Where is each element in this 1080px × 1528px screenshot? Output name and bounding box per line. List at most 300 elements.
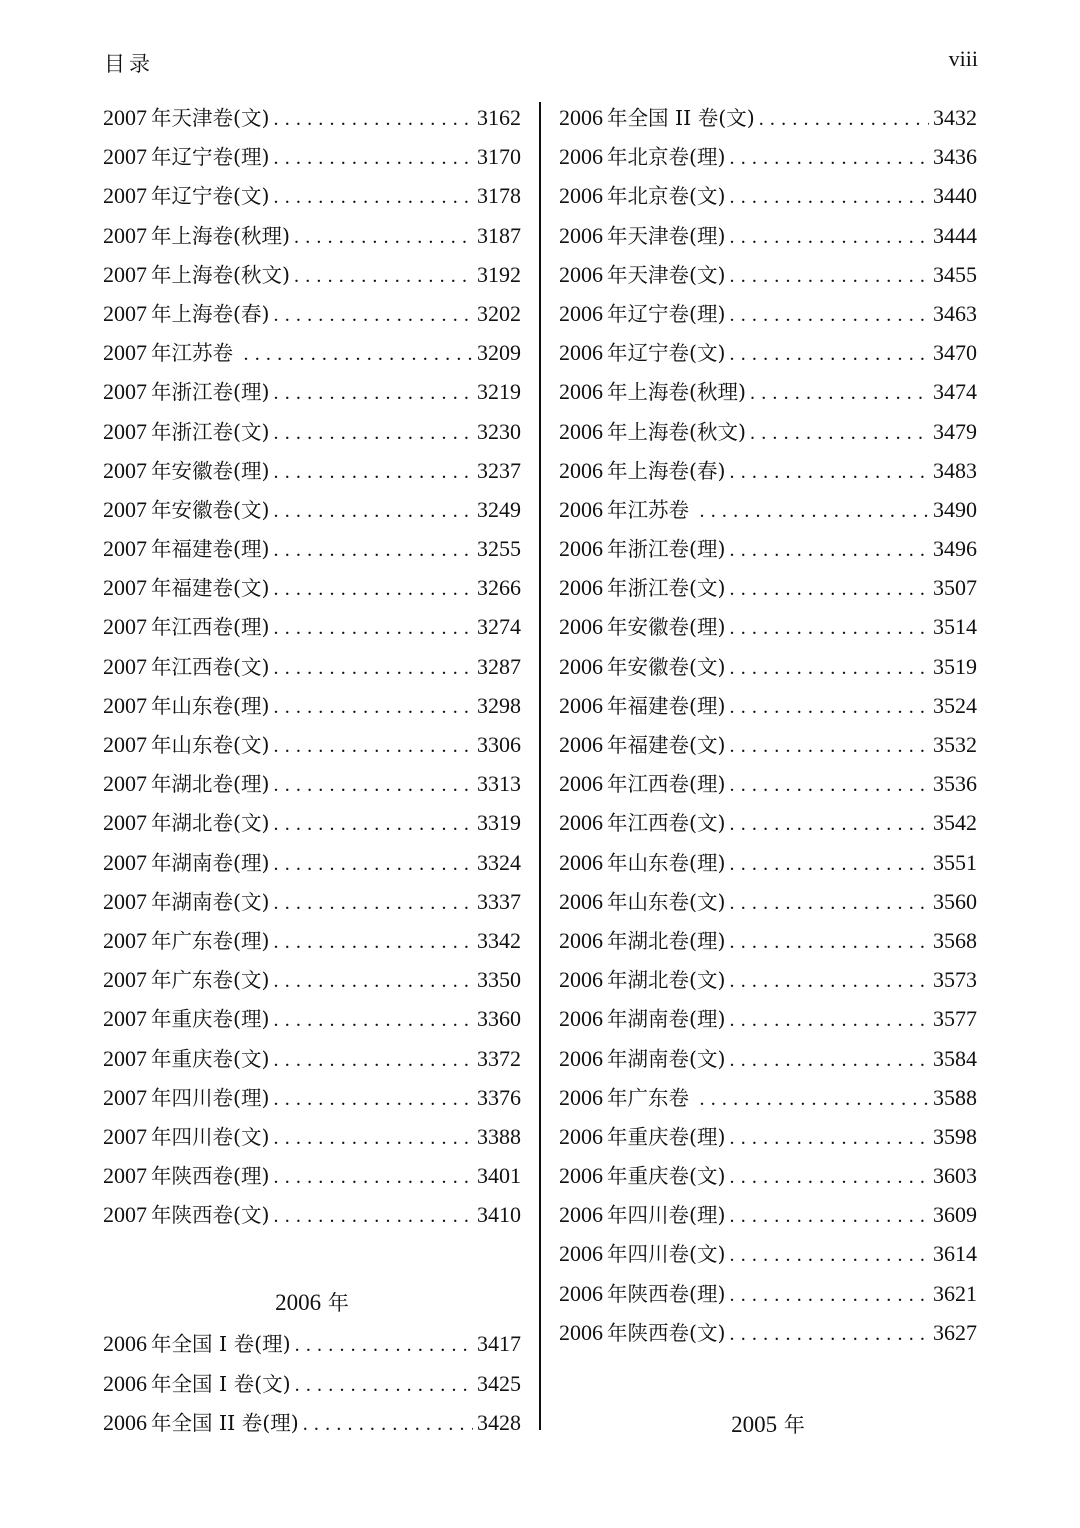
toc-entry-title — [103, 529, 270, 569]
toc-entry-page: 3187 — [477, 222, 521, 248]
toc-entry-name: 年陕西卷(理) — [607, 1281, 726, 1306]
toc-entry-year: 2007 — [103, 1202, 147, 1228]
section-year: 2005 — [731, 1412, 778, 1437]
toc-entry-page: 3162 — [477, 105, 521, 130]
toc-entry-name: 年天津卷(文) — [607, 262, 726, 287]
toc-entry-year: 2007 — [103, 1163, 147, 1189]
dot-leader — [274, 1157, 474, 1197]
toc-entry[interactable] — [103, 607, 521, 646]
toc-entry[interactable] — [103, 412, 521, 451]
toc-entry-name: 年重庆卷(理) — [607, 1124, 726, 1149]
toc-entry-name: 年北京卷(文) — [607, 184, 726, 209]
toc-entry-year: 2006 — [103, 1331, 147, 1357]
toc-entry-name: 年安徽卷(文) — [607, 654, 726, 679]
toc-entry[interactable] — [559, 98, 977, 137]
toc-entry-page: 3372 — [477, 1045, 521, 1071]
toc-entry-year: 2006 — [559, 575, 603, 601]
toc-entry[interactable] — [103, 137, 521, 176]
toc-entry-page: 3609 — [933, 1202, 977, 1228]
toc-entry[interactable] — [559, 725, 977, 764]
toc-entry-name: 年湖北卷(文) — [151, 811, 270, 836]
toc-entry-title — [103, 372, 270, 412]
toc-entry-page: 3598 — [933, 1123, 977, 1149]
toc-entry[interactable] — [103, 216, 521, 255]
dot-leader — [730, 1157, 930, 1197]
toc-entry-year: 2007 — [103, 614, 147, 640]
dot-leader — [274, 177, 474, 217]
toc-entry-name: 年浙江卷(文) — [607, 576, 726, 601]
toc-entry[interactable] — [559, 137, 977, 176]
dot-leader — [730, 138, 930, 178]
dot-leader — [274, 1118, 474, 1158]
toc-entry-year: 2006 — [103, 1370, 147, 1396]
toc-entry-year: 2006 — [559, 496, 603, 522]
column-divider — [539, 102, 541, 1430]
toc-entry-page: 3209 — [477, 340, 521, 366]
toc-entry-year: 2007 — [103, 1084, 147, 1110]
toc-entry-name: 年福建卷(理) — [151, 537, 270, 562]
toc-entry-page: 3219 — [477, 379, 521, 405]
dot-leader — [759, 99, 929, 139]
toc-entry-name: 年山东卷(理) — [151, 693, 270, 718]
toc-entry-page: 3202 — [477, 300, 521, 326]
dot-leader — [295, 1325, 473, 1365]
dot-leader — [730, 608, 930, 648]
toc-entry-year: 2006 — [559, 1123, 603, 1149]
toc-entry-title — [559, 647, 726, 687]
toc-entry[interactable] — [559, 960, 977, 999]
toc-entry-title — [103, 999, 270, 1039]
toc-entry-title — [559, 490, 696, 530]
toc-entry-year: 2006 — [559, 457, 603, 483]
dot-leader — [700, 1079, 929, 1119]
toc-entry[interactable] — [559, 1039, 977, 1078]
toc-entry-page: 3410 — [477, 1202, 521, 1228]
toc-entry-title — [559, 372, 746, 412]
toc-entry[interactable] — [559, 1234, 977, 1273]
toc-entry-page: 3536 — [933, 771, 977, 797]
toc-entry-year: 2007 — [103, 692, 147, 718]
toc-entry-year: 2007 — [103, 575, 147, 601]
toc-entry[interactable] — [559, 216, 977, 255]
toc-entry-year: 2006 — [559, 653, 603, 679]
toc-entry-title — [559, 725, 726, 765]
toc-entry-name: 年广东卷(文) — [151, 968, 270, 993]
toc-entry-title — [103, 647, 270, 687]
toc-entry-name: 年广东卷(理) — [151, 928, 270, 953]
toc-entry[interactable] — [103, 490, 521, 529]
toc-entry-page: 3444 — [933, 222, 977, 248]
toc-entry-year: 2006 — [559, 888, 603, 914]
toc-entry[interactable] — [559, 921, 977, 960]
dot-leader — [274, 687, 474, 727]
toc-entry-name: 年全国 II 卷(文) — [607, 106, 755, 130]
toc-entry-year: 2007 — [103, 771, 147, 797]
toc-entry[interactable] — [559, 999, 977, 1038]
toc-entry[interactable] — [103, 999, 521, 1038]
dot-leader — [274, 530, 474, 570]
toc-entry-year: 2007 — [103, 927, 147, 953]
toc-entry-page: 3287 — [477, 653, 521, 679]
toc-entry[interactable] — [103, 1195, 521, 1234]
toc-entry-title — [559, 1156, 726, 1196]
toc-entry-year: 2006 — [559, 927, 603, 953]
toc-entry-title — [103, 137, 270, 177]
toc-entry-title — [103, 725, 270, 765]
toc-entry-name: 年陕西卷(文) — [151, 1203, 270, 1228]
toc-entry[interactable] — [103, 1117, 521, 1156]
toc-entry[interactable] — [103, 882, 521, 921]
toc-column-left — [103, 98, 521, 1442]
toc-entry[interactable] — [559, 255, 977, 294]
toc-entry[interactable] — [559, 333, 977, 372]
toc-entry-title — [103, 1117, 270, 1157]
toc-entry-year: 2006 — [559, 1084, 603, 1110]
dot-leader — [730, 1235, 930, 1275]
dot-leader — [730, 648, 930, 688]
toc-entry-title — [559, 764, 726, 804]
toc-entry[interactable] — [103, 1364, 521, 1403]
toc-entry-name: 年湖北卷(理) — [607, 928, 726, 953]
toc-entry-title — [103, 333, 240, 373]
toc-entry[interactable] — [559, 607, 977, 646]
toc-entry-page: 3428 — [477, 1409, 521, 1435]
toc-entry-year: 2006 — [559, 105, 603, 130]
dot-leader — [730, 1000, 930, 1040]
dot-leader — [274, 373, 474, 413]
toc-entry-year: 2006 — [559, 261, 603, 287]
toc-entry-year: 2006 — [559, 1163, 603, 1189]
toc-entry[interactable] — [559, 412, 977, 451]
toc-entry-page: 3496 — [933, 536, 977, 562]
toc-entry-name: 年江西卷(理) — [607, 772, 726, 797]
toc-entry-title — [103, 607, 270, 647]
toc-entry[interactable] — [103, 333, 521, 372]
toc-entry-title — [559, 999, 726, 1039]
toc-entry-year: 2007 — [103, 888, 147, 914]
toc-entry-page: 3337 — [477, 888, 521, 914]
toc-entry-name: 年重庆卷(理) — [151, 1007, 270, 1032]
toc-entry-page: 3342 — [477, 927, 521, 953]
toc-entry[interactable] — [103, 647, 521, 686]
toc-entry-year: 2007 — [103, 300, 147, 326]
toc-entry[interactable] — [103, 255, 521, 294]
toc-entry[interactable] — [103, 451, 521, 490]
dot-leader — [730, 1196, 930, 1236]
dot-leader — [730, 687, 930, 727]
toc-entry-title — [559, 882, 726, 922]
toc-entry[interactable] — [103, 176, 521, 215]
toc-entry-year: 2006 — [559, 536, 603, 562]
dot-leader — [730, 569, 930, 609]
toc-entry-name: 年上海卷(秋文) — [607, 419, 746, 444]
toc-entry-title — [103, 764, 270, 804]
toc-entry-name: 年重庆卷(文) — [607, 1164, 726, 1189]
toc-entry-title — [103, 960, 270, 1000]
dot-leader — [274, 452, 474, 492]
toc-entry-name: 年辽宁卷(理) — [607, 301, 726, 326]
toc-entry-name: 年陕西卷(文) — [607, 1320, 726, 1345]
toc-entry-year: 2006 — [559, 222, 603, 248]
toc-entry-year: 2007 — [103, 418, 147, 444]
toc-entry[interactable] — [103, 98, 521, 137]
toc-entry[interactable] — [103, 568, 521, 607]
toc-entry-title — [559, 176, 726, 216]
dot-leader — [730, 1118, 930, 1158]
toc-entry-page: 3360 — [477, 1006, 521, 1032]
toc-entry-title — [559, 1078, 696, 1118]
dot-leader — [730, 1275, 930, 1315]
toc-entry-page: 3455 — [933, 261, 977, 287]
toc-entry[interactable] — [103, 1156, 521, 1195]
dot-leader — [730, 726, 930, 766]
toc-entry-page: 3474 — [933, 379, 977, 405]
toc-entry[interactable] — [103, 529, 521, 568]
toc-entry-page: 3577 — [933, 1006, 977, 1032]
toc-entry[interactable] — [559, 882, 977, 921]
page-number: viii — [948, 46, 978, 71]
dot-leader — [274, 608, 474, 648]
toc-entry-title — [559, 333, 726, 373]
dot-leader — [274, 844, 474, 884]
toc-entry-year: 2006 — [559, 418, 603, 444]
toc-entry-title — [103, 843, 270, 883]
toc-entry-page: 3490 — [933, 496, 977, 522]
toc-entry[interactable] — [559, 529, 977, 568]
dot-leader — [274, 726, 474, 766]
dot-leader — [750, 373, 929, 413]
toc-entry-title — [559, 1274, 726, 1314]
toc-entry[interactable] — [103, 1324, 521, 1363]
toc-entry-page: 3470 — [933, 340, 977, 366]
toc-entry[interactable] — [103, 1403, 521, 1442]
toc-entry[interactable] — [559, 843, 977, 882]
page-header — [104, 42, 978, 82]
toc-entry-title — [559, 803, 726, 843]
toc-entry-page: 3425 — [477, 1370, 521, 1396]
toc-entry-title — [103, 294, 270, 334]
toc-entry-title — [103, 98, 270, 138]
toc-entry-page: 3401 — [477, 1163, 521, 1189]
toc-entry-name: 年浙江卷(文) — [151, 419, 270, 444]
toc-entry-year: 2007 — [103, 457, 147, 483]
toc-entry-year: 2006 — [559, 1006, 603, 1032]
dot-leader — [730, 961, 930, 1001]
toc-entry-name: 年全国 II 卷(理) — [151, 1410, 299, 1435]
toc-entry[interactable] — [103, 1078, 521, 1117]
toc-entry-name: 年陕西卷(理) — [151, 1164, 270, 1189]
dot-leader — [274, 804, 474, 844]
toc-entry-year: 2006 — [559, 1319, 603, 1345]
toc-entry[interactable] — [103, 294, 521, 333]
toc-entry[interactable] — [559, 176, 977, 215]
toc-entry-name: 年辽宁卷(文) — [151, 184, 270, 209]
toc-entry[interactable] — [103, 921, 521, 960]
toc-entry-name: 年安徽卷(理) — [151, 458, 270, 483]
toc-entry-name: 年上海卷(春) — [151, 301, 270, 326]
toc-entry-name: 年四川卷(文) — [607, 1242, 726, 1267]
toc-entry[interactable] — [103, 960, 521, 999]
toc-entry[interactable] — [103, 725, 521, 764]
toc-entry-page: 3436 — [933, 144, 977, 170]
toc-entry-year: 2006 — [559, 340, 603, 366]
dot-leader — [274, 648, 474, 688]
toc-entry-year: 2006 — [559, 967, 603, 993]
dot-leader — [274, 1196, 474, 1236]
toc-entry[interactable] — [559, 1195, 977, 1234]
toc-entry[interactable] — [559, 1313, 977, 1352]
dot-leader — [274, 961, 474, 1001]
toc-entry[interactable] — [559, 1078, 977, 1117]
toc-entry-year: 2006 — [559, 300, 603, 326]
toc-entry-year: 2007 — [103, 810, 147, 836]
dot-leader — [274, 765, 474, 805]
toc-entry-page: 3627 — [933, 1319, 977, 1345]
toc-entry-title — [103, 1403, 299, 1443]
toc-entry-year: 2007 — [103, 1006, 147, 1032]
toc-entry[interactable] — [103, 843, 521, 882]
toc-entry-title — [103, 176, 270, 216]
toc-entry-title — [559, 255, 726, 295]
toc-entry-title — [559, 529, 726, 569]
toc-entry-title — [103, 686, 270, 726]
toc-entry-year: 2006 — [559, 1280, 603, 1306]
toc-entry-name: 年江西卷(理) — [151, 615, 270, 640]
section-heading-2005 — [559, 1404, 977, 1446]
toc-entry[interactable] — [559, 1274, 977, 1313]
dot-leader — [730, 217, 930, 257]
toc-entry-page: 3568 — [933, 927, 977, 953]
toc-entry-name: 年上海卷(春) — [607, 458, 726, 483]
toc-entry-year: 2006 — [559, 614, 603, 640]
toc-entry[interactable] — [103, 803, 521, 842]
toc-entry-page: 3255 — [477, 536, 521, 562]
toc-entry-year: 2006 — [559, 849, 603, 875]
toc-entry-name: 年重庆卷(文) — [151, 1046, 270, 1071]
dot-leader — [303, 1404, 473, 1444]
toc-entry-title — [103, 255, 290, 295]
dot-leader — [274, 491, 474, 531]
dot-leader — [274, 1040, 474, 1080]
toc-entry-title — [559, 843, 726, 883]
toc-entry[interactable] — [559, 1117, 977, 1156]
toc-entry-year: 2007 — [103, 261, 147, 287]
toc-entry-title — [559, 1039, 726, 1079]
toc-entry-name: 年辽宁卷(文) — [607, 341, 726, 366]
dot-leader — [730, 883, 930, 923]
dot-leader — [294, 256, 473, 296]
toc-entry-title — [559, 568, 726, 608]
toc-entry[interactable] — [559, 1156, 977, 1195]
toc-entry[interactable] — [559, 568, 977, 607]
toc-entry-page: 3614 — [933, 1241, 977, 1267]
toc-entry[interactable] — [103, 764, 521, 803]
toc-entry[interactable] — [103, 686, 521, 725]
toc-entry[interactable] — [559, 803, 977, 842]
dot-leader — [750, 413, 929, 453]
dot-leader — [274, 99, 474, 139]
toc-entry-name: 年上海卷(秋文) — [151, 262, 290, 287]
toc-entry-title — [103, 803, 270, 843]
toc-entry[interactable] — [559, 372, 977, 411]
toc-entry-title — [559, 1195, 726, 1235]
toc-entry-name: 年湖南卷(理) — [607, 1007, 726, 1032]
dot-leader — [730, 804, 930, 844]
toc-entry-year: 2006 — [559, 1241, 603, 1267]
toc-entry-page: 3507 — [933, 575, 977, 601]
toc-entry-name: 年浙江卷(理) — [151, 380, 270, 405]
toc-entry[interactable] — [559, 490, 977, 529]
toc-entry-page: 3249 — [477, 496, 521, 522]
toc-entry-year: 2006 — [559, 1202, 603, 1228]
toc-entry-title — [559, 137, 726, 177]
toc-entry-year: 2006 — [559, 771, 603, 797]
toc-entry[interactable] — [103, 1039, 521, 1078]
toc-entry-name: 年湖南卷(理) — [151, 850, 270, 875]
toc-entry-name: 年全国 I 卷(理) — [151, 1332, 291, 1357]
toc-entry-title — [559, 1117, 726, 1157]
toc-entry[interactable] — [559, 764, 977, 803]
section-year-suffix: 年 — [777, 1413, 805, 1437]
toc-entry-name: 年山东卷(理) — [607, 850, 726, 875]
toc-entry-name: 年安徽卷(文) — [151, 497, 270, 522]
toc-entry-page: 3560 — [933, 888, 977, 914]
toc-entry-title — [103, 451, 270, 491]
dot-leader — [244, 334, 473, 374]
toc-entry-year: 2007 — [103, 144, 147, 170]
dot-leader — [700, 491, 929, 531]
dot-leader — [730, 452, 930, 492]
toc-entry-year: 2007 — [103, 105, 147, 130]
toc-entry-page: 3551 — [933, 849, 977, 875]
toc-entry-year: 2007 — [103, 340, 147, 366]
toc-entry[interactable] — [559, 451, 977, 490]
toc-entry-year: 2006 — [559, 1045, 603, 1071]
toc-entry-title — [559, 294, 726, 334]
toc-entry-page: 3519 — [933, 653, 977, 679]
toc-entry-page: 3588 — [933, 1084, 977, 1110]
dot-leader — [274, 569, 474, 609]
toc-entry-title — [559, 412, 746, 452]
toc-entry-title — [103, 1324, 291, 1364]
toc-entry-title — [103, 1156, 270, 1196]
dot-leader — [730, 295, 930, 335]
toc-entry[interactable] — [103, 372, 521, 411]
toc-entry[interactable] — [559, 647, 977, 686]
dot-leader — [730, 1314, 930, 1354]
toc-entry[interactable] — [559, 686, 977, 725]
toc-entry-name: 年上海卷(秋理) — [607, 380, 746, 405]
toc-entry-name: 年湖北卷(理) — [151, 772, 270, 797]
toc-entry-name: 年江苏卷 — [607, 497, 696, 522]
toc-entry-name: 年江西卷(文) — [151, 654, 270, 679]
toc-entry-name: 年四川卷(文) — [151, 1124, 270, 1149]
toc-entry-name: 年湖南卷(文) — [607, 1046, 726, 1071]
toc-entry-page: 3306 — [477, 732, 521, 757]
running-title: 目录 — [104, 52, 154, 76]
toc-group-2007 — [103, 98, 521, 1234]
toc-entry-page: 3532 — [933, 732, 977, 757]
toc-entry-title — [103, 882, 270, 922]
toc-entry-year: 2006 — [103, 1409, 147, 1435]
toc-entry-page: 3573 — [933, 967, 977, 993]
toc-entry-title — [559, 216, 726, 256]
toc-column-right — [559, 98, 977, 1446]
toc-entry-title — [559, 98, 755, 138]
toc-entry[interactable] — [559, 294, 977, 333]
toc-entry-title — [559, 1234, 726, 1274]
toc-entry-title — [559, 686, 726, 726]
